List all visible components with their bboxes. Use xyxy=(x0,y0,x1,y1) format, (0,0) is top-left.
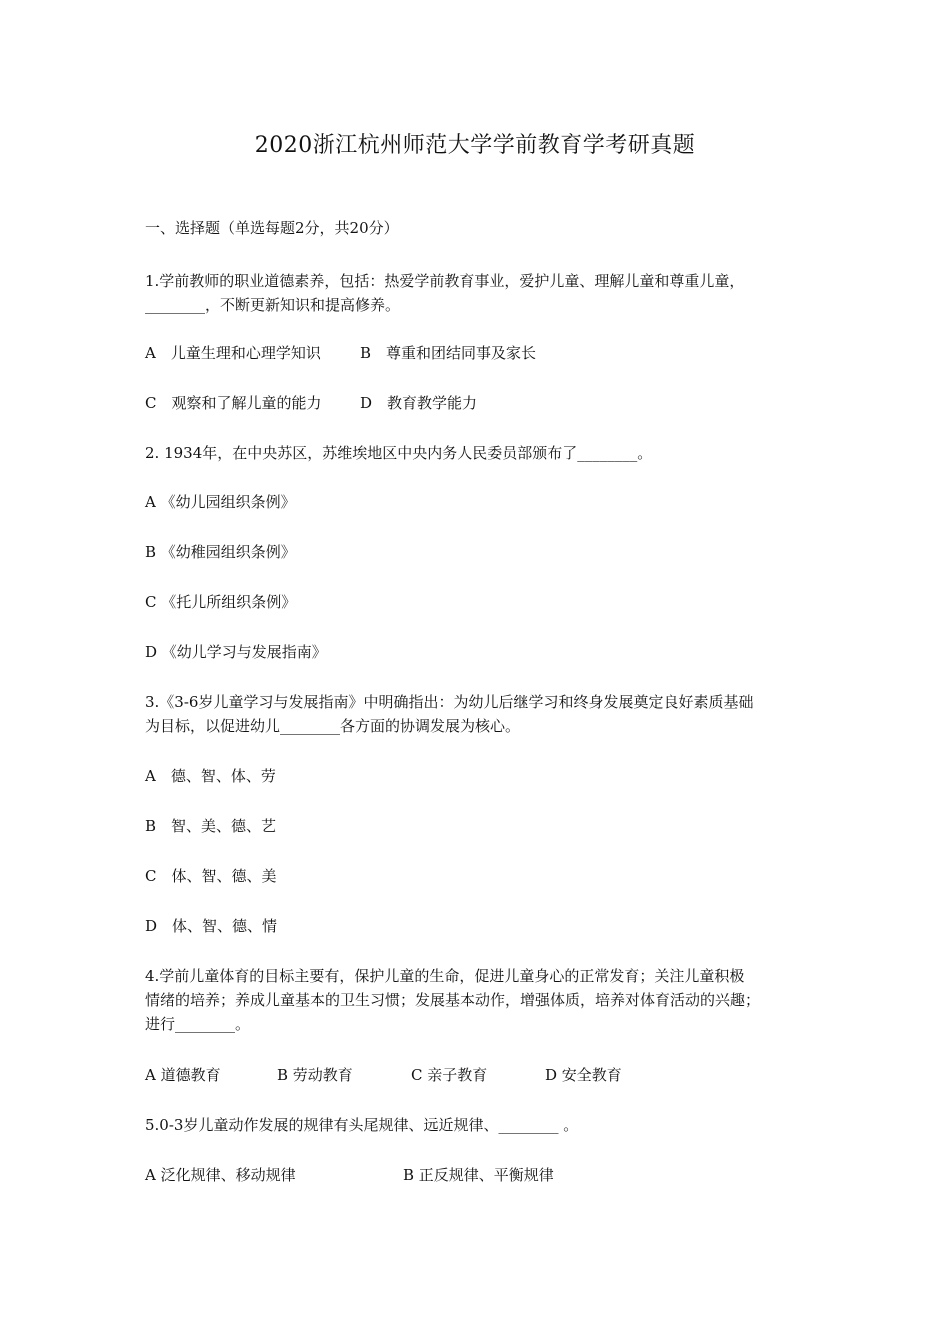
question-4-line-1: 4.学前儿童体育的目标主要有，保护儿童的生命，促进儿童身心的正常发育；关注儿童积极 xyxy=(145,967,745,985)
question-4-option-c: C 亲子教育 xyxy=(411,1066,488,1084)
question-3-option-b: B 智、美、德、艺 xyxy=(145,817,277,835)
question-5-line-1: 5.0-3岁儿童动作发展的规律有头尾规律、远近规律、________ 。 xyxy=(145,1116,579,1134)
question-1-line-1: 1.学前教师的职业道德素养，包括：热爱学前教育事业，爱护儿童、理解儿童和尊重儿童， xyxy=(145,272,745,290)
question-3-option-d: D 体、智、德、情 xyxy=(145,917,278,935)
question-4-option-d: D 安全教育 xyxy=(545,1066,622,1084)
question-2-option-d: D 《幼儿学习与发展指南》 xyxy=(145,643,327,661)
question-4-line-2: 情绪的培养；养成儿童基本的卫生习惯；发展基本动作，增强体质，培养对体育活动的兴趣； xyxy=(145,991,761,1009)
question-2-option-c: C 《托儿所组织条例》 xyxy=(145,593,297,611)
question-5-option-a: A 泛化规律、移动规律 xyxy=(145,1166,296,1184)
question-1-option-a: A 儿童生理和心理学知识 xyxy=(145,344,321,362)
page-title: 2020浙江杭州师范大学学前教育学考研真题 xyxy=(254,133,696,158)
question-3-option-a: A 德、智、体、劳 xyxy=(145,767,276,785)
question-4-option-a: A 道德教育 xyxy=(145,1066,221,1084)
question-3-line-2: 为目标，以促进幼儿________各方面的协调发展为核心。 xyxy=(145,717,521,735)
section-heading: 一、选择题（单选每题2分，共20分） xyxy=(145,219,399,237)
question-5-option-b: B 正反规律、平衡规律 xyxy=(403,1166,554,1184)
question-1-option-b: B 尊重和团结同事及家长 xyxy=(360,344,537,362)
question-2-option-b: B 《幼稚园组织条例》 xyxy=(145,543,296,561)
question-3-line-1: 3.《3-6岁儿童学习与发展指南》中明确指出：为幼儿后继学习和终身发展奠定良好素质基础 xyxy=(145,693,754,711)
question-3-option-c: C 体、智、德、美 xyxy=(145,867,277,885)
question-4-option-b: B 劳动教育 xyxy=(277,1066,353,1084)
question-2-option-a: A 《幼儿园组织条例》 xyxy=(145,493,296,511)
question-4-line-3: 进行________。 xyxy=(145,1015,251,1033)
question-2-line-1: 2. 1934年，在中央苏区，苏维埃地区中央内务人民委员部颁布了________。 xyxy=(145,444,653,462)
question-1-line-2: ________，不断更新知识和提高修养。 xyxy=(145,296,401,314)
question-1-option-c: C 观察和了解儿童的能力 xyxy=(145,394,322,412)
question-1-option-d: D 教育教学能力 xyxy=(360,394,478,412)
